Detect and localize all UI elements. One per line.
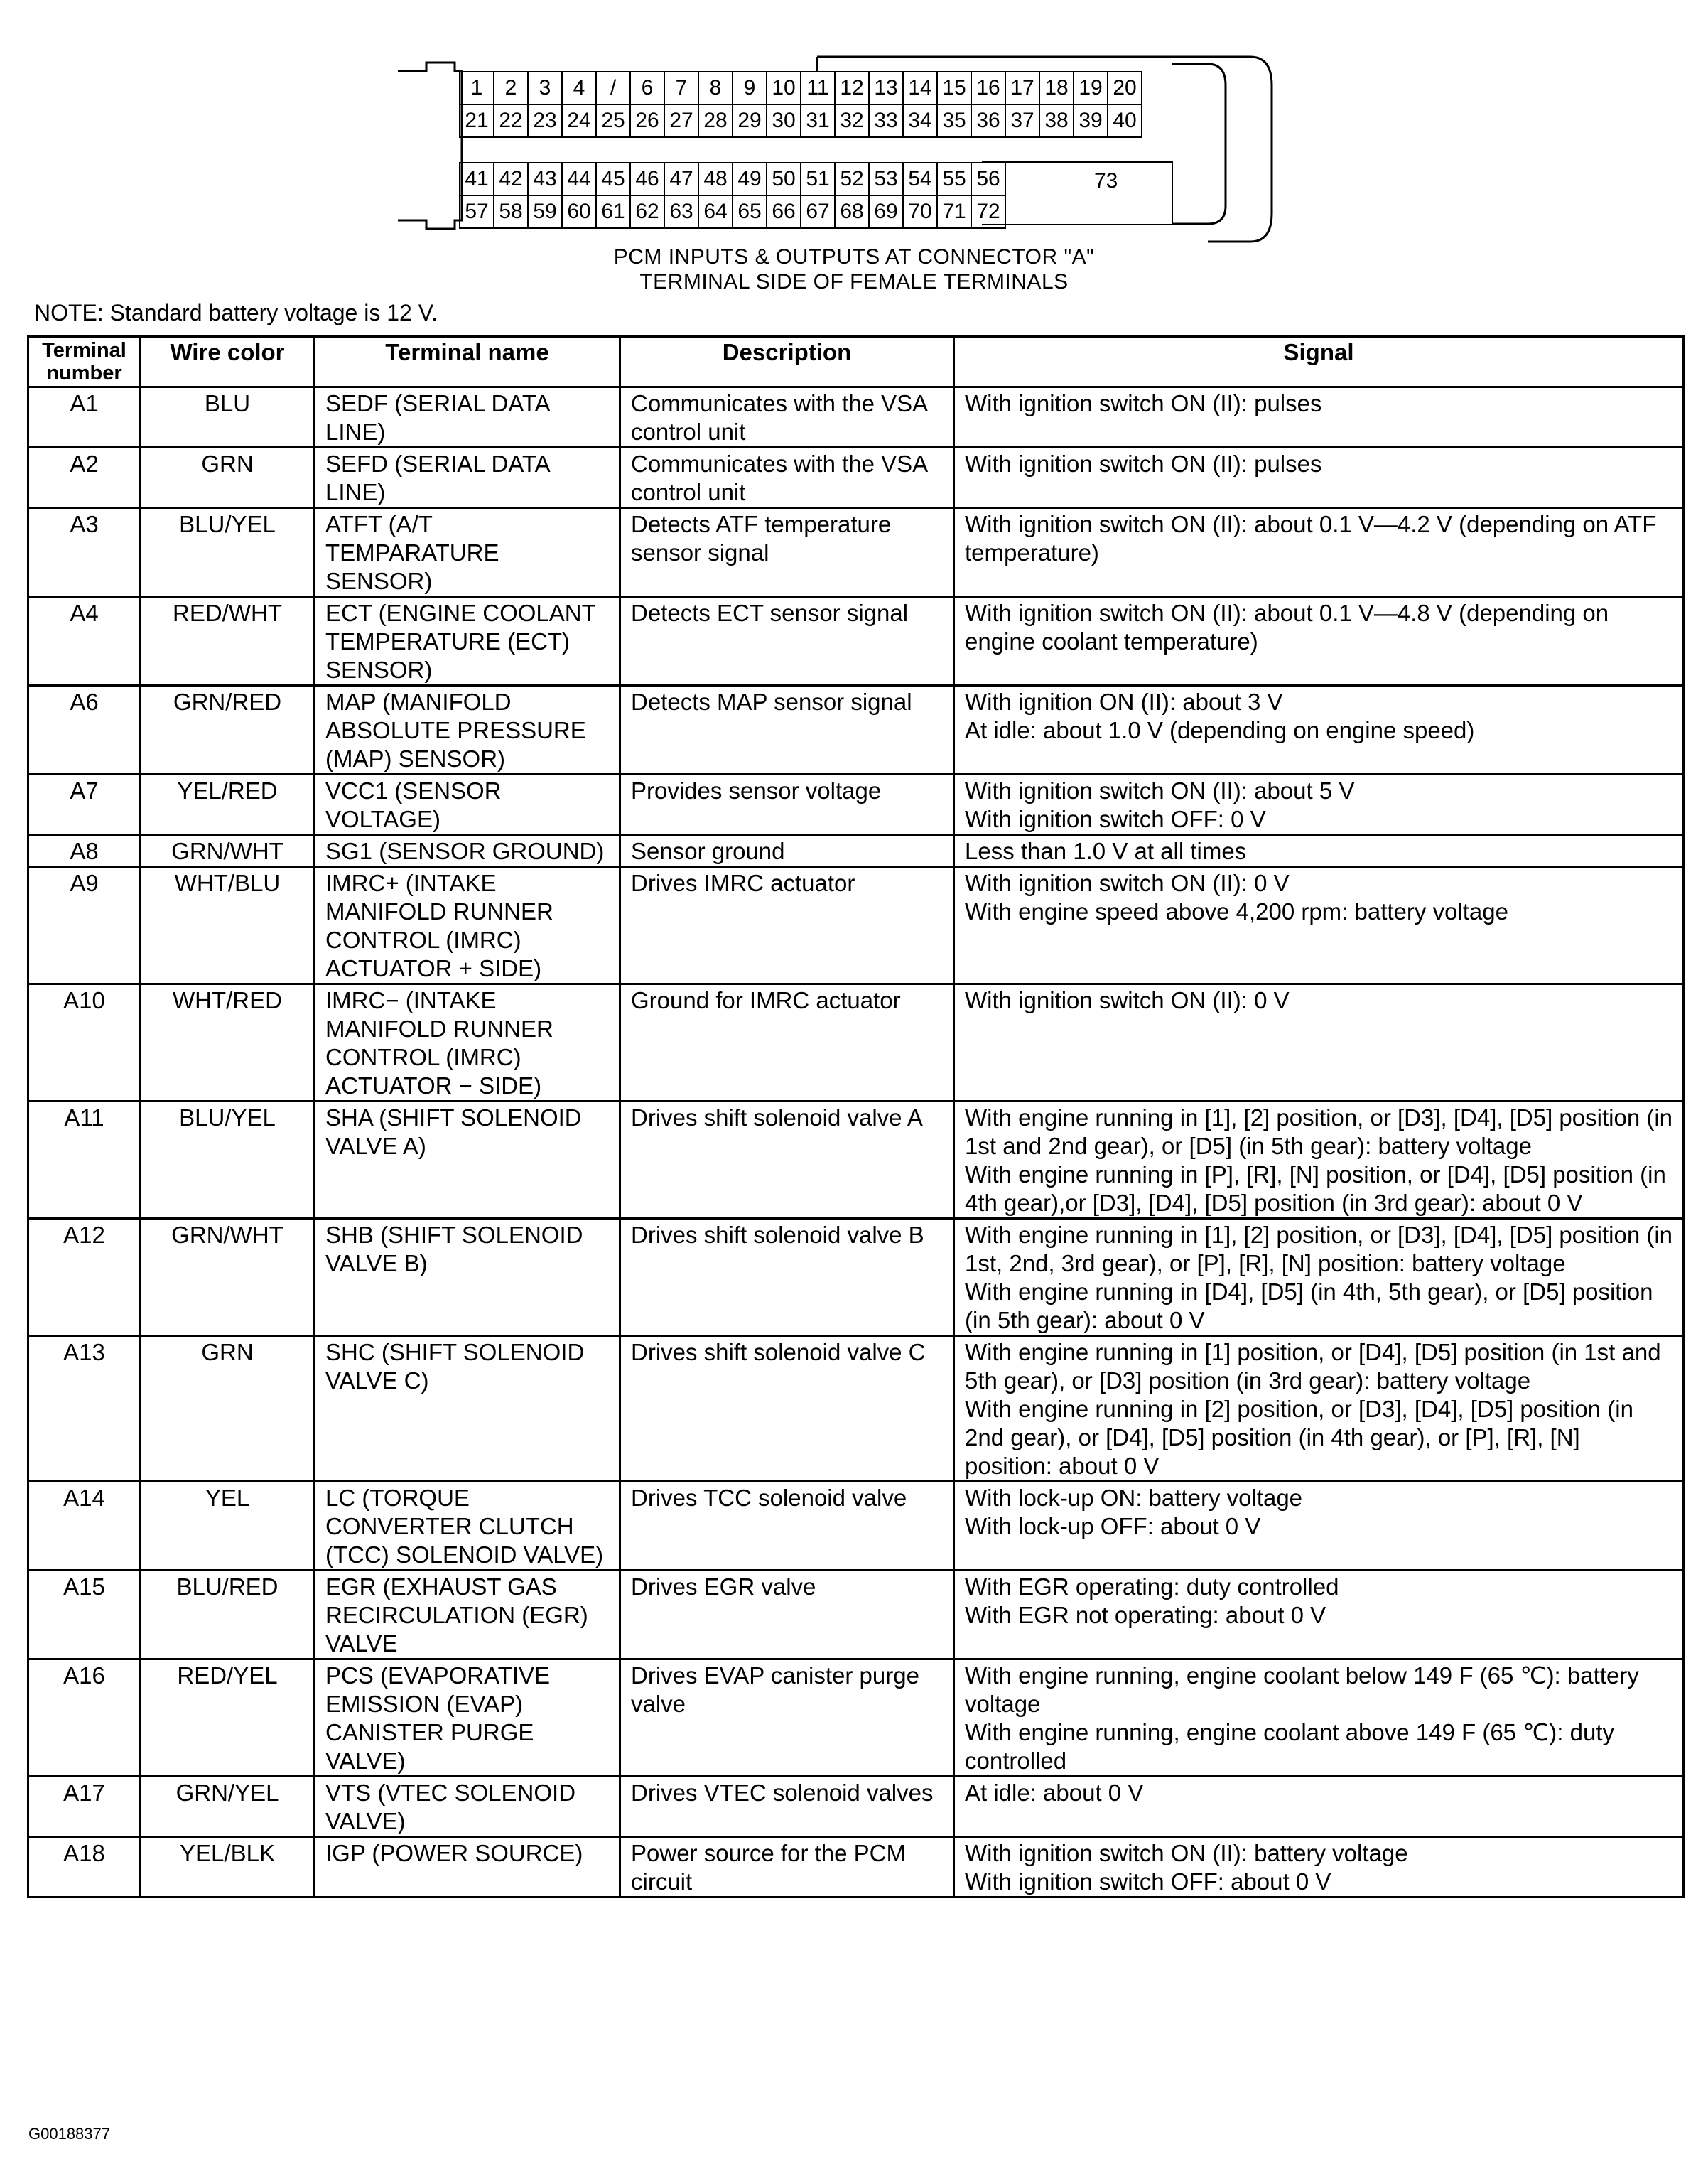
connector-pin: 58 xyxy=(494,195,528,228)
terminal-number-cell: A15 xyxy=(28,1571,141,1659)
wire-color-cell: GRN/WHT xyxy=(141,835,315,867)
terminal-number-cell: A7 xyxy=(28,775,141,835)
terminal-name-cell: IMRC− (INTAKE MANIFOLD RUNNER CONTROL (IMRC) ACTUATOR − SIDE) xyxy=(315,984,620,1102)
connector-pin: 43 xyxy=(528,163,562,195)
connector-pin: 32 xyxy=(835,104,869,137)
connector-pin: 16 xyxy=(971,72,1005,104)
terminal-table xyxy=(27,335,1685,1898)
wire-color-cell: RED/WHT xyxy=(141,597,315,686)
description-cell: Drives EGR valve xyxy=(620,1571,954,1659)
terminal-number-cell: A6 xyxy=(28,686,141,775)
table-row xyxy=(28,1571,1684,1659)
table-row xyxy=(28,1482,1684,1571)
terminal-number-cell: A10 xyxy=(28,984,141,1102)
terminal-name-cell: SEDF (SERIAL DATA LINE) xyxy=(315,387,620,448)
connector-pin: 28 xyxy=(698,104,733,137)
description-cell: Detects ECT sensor signal xyxy=(620,597,954,686)
connector-pin: 35 xyxy=(937,104,971,137)
connector-pin: 63 xyxy=(664,195,698,228)
signal-cell: With engine running in [1] position, or [D4], [D5] position (in 1st and 5th gear), or [D3] position (in 3rd gear): battery voltage With engine running in [2] position, or [D3], [D4], [D5] position (in 2nd gear), or [D4], [D5] position (in 4th gear), or [P], [R], [N] position: about 0 V xyxy=(954,1336,1684,1482)
signal-cell: With ignition switch ON (II): pulses xyxy=(954,387,1684,448)
table-row xyxy=(28,387,1684,448)
table-row xyxy=(28,1777,1684,1837)
pin-row-4 xyxy=(460,195,1005,228)
connector-pin: 67 xyxy=(801,195,835,228)
table-row xyxy=(28,984,1684,1102)
table-row xyxy=(28,1219,1684,1336)
connector-pin: 1 xyxy=(460,72,494,104)
connector-pin: 71 xyxy=(937,195,971,228)
wire-color-cell: BLU/YEL xyxy=(141,1102,315,1219)
signal-cell: Less than 1.0 V at all times xyxy=(954,835,1684,867)
connector-pin: 31 xyxy=(801,104,835,137)
table-row xyxy=(28,867,1684,984)
connector-pin: 8 xyxy=(698,72,733,104)
connector-pin: 4 xyxy=(562,72,596,104)
terminal-number-cell: A2 xyxy=(28,448,141,508)
connector-pin: 18 xyxy=(1039,72,1074,104)
header-description: Description xyxy=(620,337,954,387)
header-wire-color: Wire color xyxy=(141,337,315,387)
connector-pin: 72 xyxy=(971,195,1005,228)
terminal-name-cell: LC (TORQUE CONVERTER CLUTCH (TCC) SOLENOID VALVE) xyxy=(315,1482,620,1571)
description-cell: Sensor ground xyxy=(620,835,954,867)
connector-pin: 19 xyxy=(1074,72,1108,104)
pin-grid-top xyxy=(459,71,1142,138)
connector-pin: 17 xyxy=(1005,72,1039,104)
terminal-name-cell: SEFD (SERIAL DATA LINE) xyxy=(315,448,620,508)
wire-color-cell: GRN xyxy=(141,1336,315,1482)
signal-cell: With EGR operating: duty controlled With EGR not operating: about 0 V xyxy=(954,1571,1684,1659)
connector-pin: 55 xyxy=(937,163,971,195)
terminal-name-cell: PCS (EVAPORATIVE EMISSION (EVAP) CANISTER PURGE VALVE) xyxy=(315,1659,620,1777)
pin-row-1 xyxy=(460,72,1142,104)
terminal-name-cell: ECT (ENGINE COOLANT TEMPERATURE (ECT) SENSOR) xyxy=(315,597,620,686)
connector-pin: 10 xyxy=(767,72,801,104)
terminal-number-cell: A18 xyxy=(28,1837,141,1897)
connector-pin: 25 xyxy=(596,104,630,137)
terminal-number-cell: A16 xyxy=(28,1659,141,1777)
pin-73: 73 xyxy=(1094,169,1118,193)
table-body xyxy=(28,387,1684,1897)
connector-pin: 66 xyxy=(767,195,801,228)
wire-color-cell: WHT/BLU xyxy=(141,867,315,984)
table-row xyxy=(28,597,1684,686)
connector-pin: 44 xyxy=(562,163,596,195)
connector-pin: 47 xyxy=(664,163,698,195)
wire-color-cell: YEL/RED xyxy=(141,775,315,835)
table-row xyxy=(28,508,1684,597)
wire-color-cell: GRN/RED xyxy=(141,686,315,775)
connector-pin: 33 xyxy=(869,104,903,137)
pin-row-3 xyxy=(460,163,1005,195)
table-row xyxy=(28,835,1684,867)
connector-pin: 45 xyxy=(596,163,630,195)
pin-row-2 xyxy=(460,104,1142,137)
signal-cell: With ignition switch ON (II): about 0.1 V—4.2 V (depending on ATF temperature) xyxy=(954,508,1684,597)
connector-pin: 51 xyxy=(801,163,835,195)
terminal-number-cell: A17 xyxy=(28,1777,141,1837)
connector-pin: / xyxy=(596,72,630,104)
signal-cell: With ignition switch ON (II): about 0.1 V—4.8 V (depending on engine coolant temperature) xyxy=(954,597,1684,686)
connector-pin: 53 xyxy=(869,163,903,195)
signal-cell: With ignition switch ON (II): about 5 V With ignition switch OFF: 0 V xyxy=(954,775,1684,835)
terminal-name-cell: VCC1 (SENSOR VOLTAGE) xyxy=(315,775,620,835)
connector-pin: 12 xyxy=(835,72,869,104)
terminal-name-cell: ATFT (A/T TEMPARATURE SENSOR) xyxy=(315,508,620,597)
description-cell: Drives TCC solenoid valve xyxy=(620,1482,954,1571)
connector-pin: 61 xyxy=(596,195,630,228)
header-signal: Signal xyxy=(954,337,1684,387)
connector-pin: 6 xyxy=(630,72,664,104)
terminal-number-cell: A14 xyxy=(28,1482,141,1571)
table-row xyxy=(28,1659,1684,1777)
signal-cell: With ignition ON (II): about 3 V At idle: about 1.0 V (depending on engine speed) xyxy=(954,686,1684,775)
table-row xyxy=(28,686,1684,775)
connector-pin: 60 xyxy=(562,195,596,228)
description-cell: Ground for IMRC actuator xyxy=(620,984,954,1102)
connector-pin: 39 xyxy=(1074,104,1108,137)
terminal-name-cell: IGP (POWER SOURCE) xyxy=(315,1837,620,1897)
signal-cell: With engine running in [1], [2] position, or [D3], [D4], [D5] position (in 1st and 2nd gear), or [D5] (in 5th gear): battery voltage With engine running in [P], [R], [N] position, or [D4], [D5] position (in 4th gear),or [D3], [D4], [D5] position (in 3rd gear): about 0 V xyxy=(954,1102,1684,1219)
terminal-number-cell: A13 xyxy=(28,1336,141,1482)
terminal-number-cell: A8 xyxy=(28,835,141,867)
wire-color-cell: WHT/RED xyxy=(141,984,315,1102)
connector-pin: 68 xyxy=(835,195,869,228)
connector-pin: 9 xyxy=(733,72,767,104)
connector-pin: 48 xyxy=(698,163,733,195)
connector-pin: 70 xyxy=(903,195,937,228)
description-cell: Drives shift solenoid valve C xyxy=(620,1336,954,1482)
connector-diagram xyxy=(384,43,1279,256)
wire-color-cell: BLU/RED xyxy=(141,1571,315,1659)
connector-pin: 50 xyxy=(767,163,801,195)
pin-grid-bottom xyxy=(459,162,1006,229)
terminal-name-cell: SHC (SHIFT SOLENOID VALVE C) xyxy=(315,1336,620,1482)
connector-pin: 11 xyxy=(801,72,835,104)
description-cell: Drives shift solenoid valve B xyxy=(620,1219,954,1336)
connector-pin: 54 xyxy=(903,163,937,195)
battery-voltage-note: NOTE: Standard battery voltage is 12 V. xyxy=(34,300,438,325)
connector-pin: 65 xyxy=(733,195,767,228)
terminal-name-cell: EGR (EXHAUST GAS RECIRCULATION (EGR) VALVE xyxy=(315,1571,620,1659)
terminal-name-cell: SHA (SHIFT SOLENOID VALVE A) xyxy=(315,1102,620,1219)
terminal-name-cell: SHB (SHIFT SOLENOID VALVE B) xyxy=(315,1219,620,1336)
table-row xyxy=(28,775,1684,835)
signal-cell: At idle: about 0 V xyxy=(954,1777,1684,1837)
header-terminal-number: Terminal number xyxy=(28,337,141,387)
connector-pin: 46 xyxy=(630,163,664,195)
signal-cell: With ignition switch ON (II): battery voltage With ignition switch OFF: about 0 V xyxy=(954,1837,1684,1897)
connector-pin: 24 xyxy=(562,104,596,137)
terminal-name-cell: IMRC+ (INTAKE MANIFOLD RUNNER CONTROL (IMRC) ACTUATOR + SIDE) xyxy=(315,867,620,984)
connector-pin: 3 xyxy=(528,72,562,104)
signal-cell: With ignition switch ON (II): 0 V With engine speed above 4,200 rpm: battery voltage xyxy=(954,867,1684,984)
description-cell: Communicates with the VSA control unit xyxy=(620,387,954,448)
wire-color-cell: GRN xyxy=(141,448,315,508)
connector-pin: 29 xyxy=(733,104,767,137)
terminal-number-cell: A3 xyxy=(28,508,141,597)
connector-pin: 40 xyxy=(1108,104,1142,137)
connector-pin: 37 xyxy=(1005,104,1039,137)
connector-caption-line2: TERMINAL SIDE OF FEMALE TERMINALS xyxy=(639,270,1069,294)
signal-cell: With lock-up ON: battery voltage With lock-up OFF: about 0 V xyxy=(954,1482,1684,1571)
description-cell: Drives VTEC solenoid valves xyxy=(620,1777,954,1837)
wire-color-cell: YEL xyxy=(141,1482,315,1571)
terminal-number-cell: A11 xyxy=(28,1102,141,1219)
signal-cell: With ignition switch ON (II): pulses xyxy=(954,448,1684,508)
connector-pin: 27 xyxy=(664,104,698,137)
connector-pin: 64 xyxy=(698,195,733,228)
connector-pin: 38 xyxy=(1039,104,1074,137)
connector-pin: 36 xyxy=(971,104,1005,137)
description-cell: Drives EVAP canister purge valve xyxy=(620,1659,954,1777)
connector-pin: 21 xyxy=(460,104,494,137)
connector-caption-line1: PCM INPUTS & OUTPUTS AT CONNECTOR "A" xyxy=(613,245,1095,269)
signal-cell: With engine running in [1], [2] position, or [D3], [D4], [D5] position (in 1st, 2nd, 3rd gear), or [P], [R], [N] position: battery voltage With engine running in [D4], [D5] (in 4th, 5th gear), or [D5] position (in 5th gear): about 0 V xyxy=(954,1219,1684,1336)
wire-color-cell: RED/YEL xyxy=(141,1659,315,1777)
connector-pin: 7 xyxy=(664,72,698,104)
connector-pin: 22 xyxy=(494,104,528,137)
description-cell: Drives IMRC actuator xyxy=(620,867,954,984)
description-cell: Provides sensor voltage xyxy=(620,775,954,835)
connector-pin: 57 xyxy=(460,195,494,228)
connector-pin: 56 xyxy=(971,163,1005,195)
connector-pin: 14 xyxy=(903,72,937,104)
signal-cell: With ignition switch ON (II): 0 V xyxy=(954,984,1684,1102)
connector-pin: 62 xyxy=(630,195,664,228)
table-header-row xyxy=(28,337,1684,387)
connector-pin: 41 xyxy=(460,163,494,195)
description-cell: Communicates with the VSA control unit xyxy=(620,448,954,508)
connector-pin: 15 xyxy=(937,72,971,104)
wire-color-cell: BLU xyxy=(141,387,315,448)
terminal-number-cell: A1 xyxy=(28,387,141,448)
signal-cell: With engine running, engine coolant below 149 F (65 ℃): battery voltage With engine running, engine coolant above 149 F (65 ℃): duty controlled xyxy=(954,1659,1684,1777)
terminal-number-cell: A12 xyxy=(28,1219,141,1336)
wire-color-cell: YEL/BLK xyxy=(141,1837,315,1897)
table-row xyxy=(28,448,1684,508)
connector-pin: 49 xyxy=(733,163,767,195)
connector-pin: 20 xyxy=(1108,72,1142,104)
figure-id: G00188377 xyxy=(28,2125,110,2143)
description-cell: Detects ATF temperature sensor signal xyxy=(620,508,954,597)
wire-color-cell: BLU/YEL xyxy=(141,508,315,597)
connector-pin: 42 xyxy=(494,163,528,195)
connector-pin: 30 xyxy=(767,104,801,137)
connector-pin: 52 xyxy=(835,163,869,195)
description-cell: Detects MAP sensor signal xyxy=(620,686,954,775)
terminal-number-cell: A4 xyxy=(28,597,141,686)
table-row xyxy=(28,1102,1684,1219)
connector-pin: 2 xyxy=(494,72,528,104)
terminal-name-cell: MAP (MANIFOLD ABSOLUTE PRESSURE (MAP) SENSOR) xyxy=(315,686,620,775)
connector-pin: 13 xyxy=(869,72,903,104)
connector-pin: 23 xyxy=(528,104,562,137)
connector-pin: 34 xyxy=(903,104,937,137)
wire-color-cell: GRN/WHT xyxy=(141,1219,315,1336)
terminal-number-cell: A9 xyxy=(28,867,141,984)
terminal-name-cell: SG1 (SENSOR GROUND) xyxy=(315,835,620,867)
connector-pin: 69 xyxy=(869,195,903,228)
connector-pin: 26 xyxy=(630,104,664,137)
description-cell: Power source for the PCM circuit xyxy=(620,1837,954,1897)
connector-pin: 59 xyxy=(528,195,562,228)
terminal-name-cell: VTS (VTEC SOLENOID VALVE) xyxy=(315,1777,620,1837)
wire-color-cell: GRN/YEL xyxy=(141,1777,315,1837)
header-terminal-name: Terminal name xyxy=(315,337,620,387)
description-cell: Drives shift solenoid valve A xyxy=(620,1102,954,1219)
table-row xyxy=(28,1336,1684,1482)
table-row xyxy=(28,1837,1684,1897)
